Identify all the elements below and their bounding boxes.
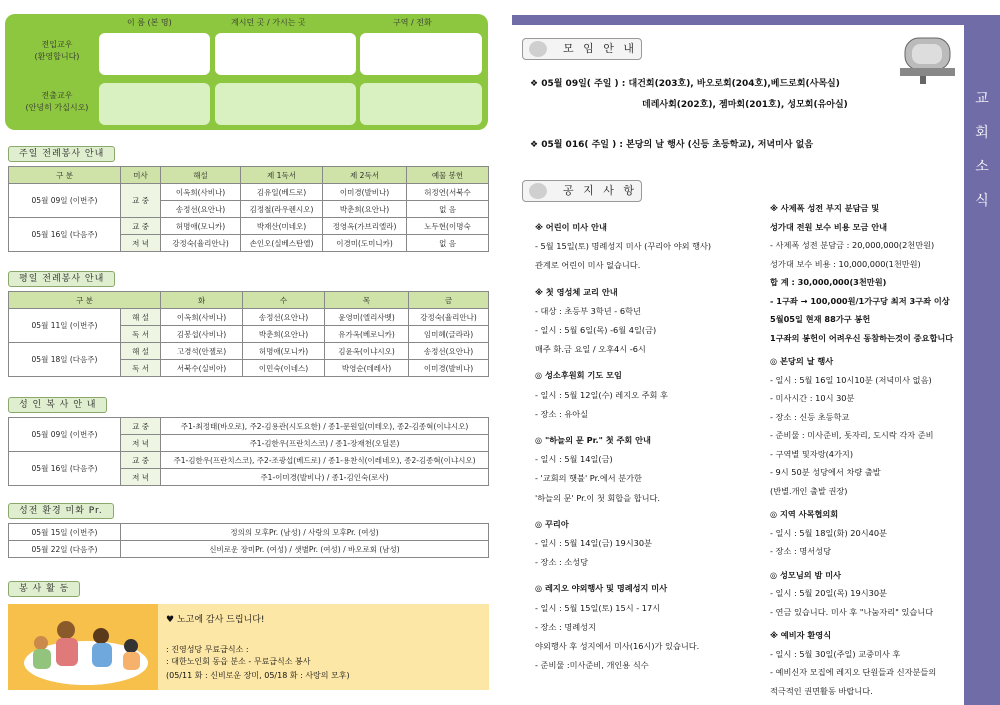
table-row: 05월 15일 (이번주) 정의의 모후Pr. (남성) / 사랑의 모후Pr. (여성) [9, 524, 489, 541]
notice-line: - 장소 : 신등 초등학교 [770, 411, 850, 422]
table-row: 05월 16일 (다음주) 교 중 허명애(모니카) 박재산(미네오) 정영옥(가브리엘라) 노두현(이명숙 [9, 218, 489, 235]
notice-line: ※ 첫 영성체 교리 안내 [535, 286, 618, 297]
notice-line: - 구역별 및자랑(4가지) [770, 448, 854, 459]
notice-line: - 일시 : 5월 30일(주일) 교중미사 후 [770, 648, 901, 659]
sidebar-char: 교 [975, 91, 989, 107]
notice-line: - 장소 : 소성당 [535, 557, 589, 568]
sunday-mass-title: 주일 전례봉사 안내 [8, 146, 115, 162]
sunday-mass-table: 구 분 미사 해설 제 1독서 제 2독서 예물 봉헌 05월 09일 (이번주) 교 중 이옥희(사비나) 김유일(베드로) 이미경(발비나) 허정연(서북수 송정선(요안나) 김정철(라우렌시오) 박춘희(요안나) 없 음 05월 16일 (다음주) 교 중 허명애(모니카) 박재산(미네오) 정영옥(가브리엘라) 노두현(이명숙 저 녁 강정숙(율리안나) 손인오(실베스탄엘) 이경미(도미니카) 없 음 [8, 166, 489, 252]
notice-line: 야외행사 후 성지에서 미사(16시)가 있습니다. [535, 641, 700, 651]
notice-line: - 일시 : 5월 16일 10시10분 (저녁미사 없음) [770, 374, 932, 385]
notice-line: - 미사시간 : 10시 30분 [770, 393, 855, 403]
contact-box [5, 14, 488, 130]
header-district: 구역 / 전화 [393, 18, 432, 27]
notice-line: - 일시 : 5월 14일(금) 19시30분 [535, 538, 652, 548]
heart-icon: ♥ [166, 615, 175, 625]
meeting-title: 모 임 안 내 [522, 38, 642, 60]
sidebar-char: 식 [975, 193, 989, 209]
notice-line: - '교회의 햇불' Pr.에서 분가한 [535, 473, 642, 484]
volunteer-info: ♥ 노고에 감사 드립니다! : 진영성당 무료급식소 : : 대한노인회 동읍 분소 - 무료급식소 봉사 (05/11 화 : 신비로운 장미, 05/18 화 : 사랑의 모후) [158, 604, 489, 690]
notice-line: 매주 화.금 요일 / 오후4시 -6시 [535, 344, 646, 355]
table-row: 송정선(요안나) 김정철(라우렌시오) 박춘희(요안나) 없 음 [9, 201, 489, 218]
notice-line: 합 계 : 30,000,000(3천만원) [770, 277, 887, 287]
table-row: 05월 11일 (이번주) 해 설 이옥희(사비나) 송정선(요안나) 윤영미(엘리사벳) 강정숙(율리안나) [9, 309, 489, 326]
outgoing-label: 전출교우 (안녕히 가십시오) [25, 91, 89, 112]
outgoing-name-field[interactable] [99, 83, 210, 125]
choir-title: 성 인 복 사 안 내 [8, 397, 107, 413]
notice-line: ◎ 지역 사목협의회 [770, 509, 839, 519]
notice-title: 공 지 사 항 [522, 180, 642, 202]
meeting-line3: ❖ 05월 016( 주일 ) : 본당의 날 행사 (신등 초등학교), 저녁미사 없음 [530, 140, 814, 150]
incoming-place-field[interactable] [215, 33, 356, 75]
sidebar [964, 15, 1000, 705]
weekday-mass-title: 평일 전례봉사 안내 [8, 271, 115, 287]
notice-line: - 장소 : 유아실 [535, 408, 589, 419]
notice-line: ◎ 꾸리아 [535, 518, 569, 529]
notice-line: - 1구좌 → 100,000원/1가구당 최저 3구좌 이상 [770, 295, 950, 306]
notice-line: 1구좌의 봉헌이 어려우신 동참하는것이 중요합니다 [770, 332, 954, 343]
notice-line: ◎ 본당의 날 행사 [770, 356, 834, 366]
notice-line: 성가대 전원 보수 비용 모금 안내 [770, 221, 888, 232]
mailbox-icon [890, 30, 960, 85]
header-name: 이 름 (본 명) [127, 18, 172, 27]
sidebar-char: 회 [975, 125, 989, 141]
speaker-icon [529, 183, 547, 199]
outgoing-place-field[interactable] [215, 83, 356, 125]
notice-line: ※ 어린이 미사 안내 [535, 222, 607, 232]
notice-line: '하늘의 문' Pr.이 첫 회합을 합니다. [535, 492, 661, 503]
top-banner [512, 15, 1000, 25]
volunteer-title: 봉 사 활 동 [8, 581, 80, 597]
notice-line: 성가대 보수 비용 : 10,000,000(1천만원) [770, 258, 921, 269]
volunteer-box [8, 604, 489, 690]
volunteers-illustration [16, 608, 156, 688]
notice-line: - 연금 있습니다. 미사 후 "나눔자리" 있습니다 [770, 606, 934, 617]
notice-line: - 일시 : 5월 15일(토) 15시 - 17시 [535, 602, 661, 613]
notice-line: - 사제폭 성전 분담금 : 20,000,000(2천만원) [770, 240, 935, 250]
notice-line: - 일시 : 5월 6일(목) -6월 4일(금) [535, 325, 657, 335]
header-place: 계시던 곳 / 가시는 곳 [231, 18, 306, 27]
outgoing-district-field[interactable] [360, 83, 482, 125]
notice-line: ※ 예비자 환영식 [770, 630, 832, 640]
notice-line: - 장소 : 명례성지 [535, 621, 596, 632]
notice-line: (반별.개인 출발 권장) [770, 485, 848, 496]
notice-line: - 대상 : 초등부 3학년 - 6학년 [535, 305, 641, 316]
notice-line: ※ 사제폭 성전 부지 분담금 및 [770, 203, 880, 213]
notice-line: - 예비신자 모집에 레지오 단원들과 신자분들의 [770, 667, 937, 677]
speaker-icon [529, 41, 547, 57]
table-row: 05월 09일 (이번주) 교 중 주1-최정태(바오로), 주2-김용관(시도요한) / 종1-문원일(미테오), 종2-김종혁(이냐시오) [9, 418, 489, 435]
notice-line: ◎ 성소후원회 기도 모임 [535, 370, 622, 381]
notice-line: ◎ 성모님의 밤 미사 [770, 569, 842, 580]
meeting-line1: ❖ 05월 09일( 주일 ) : 대건회(203호), 바오로회(204호),베드로회(사목실) [530, 79, 840, 89]
notice-line: - 일시 : 5월 18일(화) 20시40분 [770, 527, 887, 538]
notice-line: 5월05일 현재 88가구 봉헌 [770, 314, 871, 324]
notice-line: - 일시 : 5월 14일(금) [535, 454, 613, 465]
notice-line: ◎ 레지오 야외행사 및 명례성지 미사 [535, 583, 668, 594]
notice-line: 관계로 어린이 미사 없습니다. [535, 260, 641, 271]
table-row: 독 서 서북수(실비아) 이민숙(이네스) 박영순(데레사) 이미경(발비나) [9, 360, 489, 377]
notice-line: - 5월 15일(토) 명례성지 미사 (꾸리아 야외 행사) [535, 241, 712, 252]
meeting-line2: 데레사회(202호), 젬마회(201호), 성모회(유아실) [642, 100, 848, 110]
table-row: 저 녁 강정숙(율리안나) 손인오(실베스탄엘) 이경미(도미니카) 없 음 [9, 235, 489, 252]
notice-line: - 9시 50분 성당에서 차량 출발 [770, 467, 881, 477]
choir-table [8, 417, 489, 486]
notice-line: - 준비물 : 미사준비, 돗자리, 도시락 각자 준비 [770, 430, 934, 440]
incoming-name-field[interactable] [99, 33, 210, 75]
table-row: 05월 16일 (다음주) 교 중 주1-김한우(프란치스코), 주2-조광섭(베드로) / 종1-용찬식(이레네오), 종2-김종혁(이냐시오) [9, 452, 489, 469]
incoming-district-field[interactable] [360, 33, 482, 75]
cleaning-table [8, 523, 489, 558]
cleaning-title: 성전 환경 미화 Pr. [8, 503, 114, 519]
notice-line: - 준비물 :미사준비, 개인용 식수 [535, 660, 649, 671]
weekday-mass-table: 구 분 화 수 목 금 05월 11일 (이번주) 해 설 이옥희(사비나) 송정선(요안나) 윤영미(엘리사벳) 강정숙(율리안나) 독 서 김봉섭(사비나) 박춘희(요안나) 유가옥(베로니카) 임미혜(글라라) 05월 18일 (다음주) 해 설 고경석(안젤로) 허명애(모니카) 김윤옥(이냐시오) 송정선(요안나) 독 서 서북수(실비아) 이민숙(이네스) 박영순(데레사) 이미경(발비나) [8, 291, 489, 377]
table-row: 저 녁 주1-이미경(발비나) / 종1-김인숙(로사) [9, 469, 489, 486]
incoming-label: 전입교우 (환영합니다) [34, 40, 80, 61]
notice-line: ◎ "하늘의 문 Pr." 첫 주회 안내 [535, 435, 651, 445]
sidebar-char: 소 [975, 159, 989, 175]
notice-line: 적극적인 권면활동 바랍니다. [770, 685, 873, 696]
notice-line: - 장소 : 명서성당 [770, 546, 831, 556]
table-row: 05월 09일 (이번주) 교 중 이옥희(사비나) 김유일(베드로) 이미경(발비나) 허정연(서북수 [9, 184, 489, 201]
table-row: 저 녁 주1-김한우(프란치스코) / 종1-장재천(오딜론) [9, 435, 489, 452]
table-row: 05월 18일 (다음주) 해 설 고경석(안젤로) 허명애(모니카) 김윤옥(이냐시오) 송정선(요안나) [9, 343, 489, 360]
table-row: 05월 22일 (다음주) 신비로운 장미Pr. (여성) / 샛별Pr. (여성) / 바오로회 (남성) [9, 541, 489, 558]
notice-line: - 일시 : 5월 12일(수) 레지오 주회 후 [535, 389, 668, 400]
notice-line: - 일시 : 5월 20일(목) 19시30분 [770, 588, 887, 598]
table-row: 독 서 김봉섭(사비나) 박춘희(요안나) 유가옥(베로니카) 임미혜(글라라) [9, 326, 489, 343]
